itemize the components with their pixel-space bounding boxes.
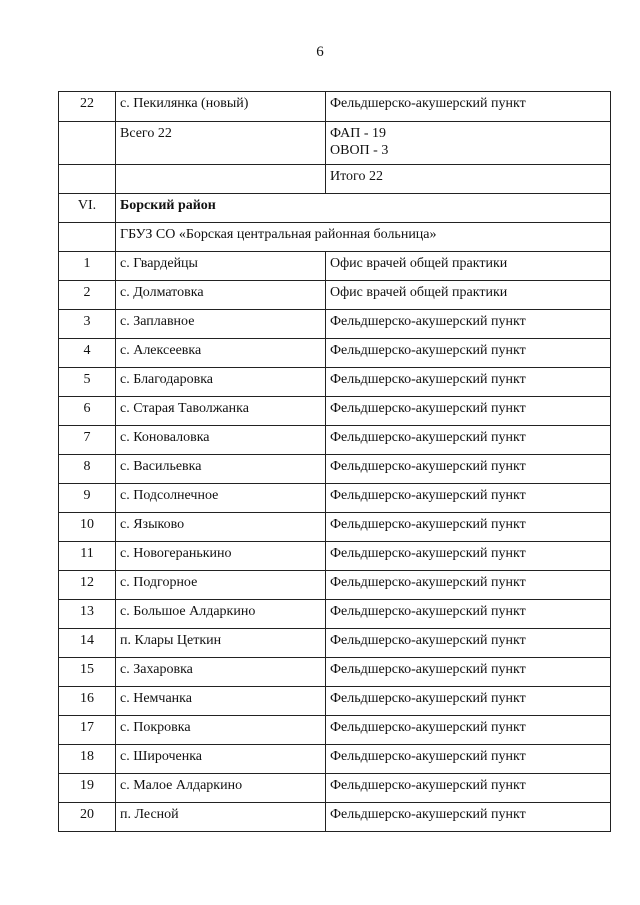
table-row — [59, 513, 611, 542]
table-row — [59, 571, 611, 600]
settlement-name: с. Большое Алдаркино — [116, 600, 326, 629]
empty-cell — [59, 223, 116, 252]
empty-cell — [59, 165, 116, 194]
table-row — [59, 687, 611, 716]
table-row — [59, 716, 611, 745]
facility-type: Офис врачей общей практики — [326, 281, 611, 310]
facility-type: Фельдшерско-акушерский пункт — [326, 513, 611, 542]
row-number: 7 — [59, 426, 116, 455]
settlement-name: с. Новогеранькино — [116, 542, 326, 571]
settlement-name: с. Языково — [116, 513, 326, 542]
table-body — [59, 92, 611, 832]
row-number: 18 — [59, 745, 116, 774]
fap-count: ФАП - 19 — [330, 126, 387, 141]
facility-type: Фельдшерско-акушерский пункт — [326, 310, 611, 339]
table-row — [59, 252, 611, 281]
settlement-name: п. Лесной — [116, 803, 326, 832]
district-number: VI. — [59, 194, 116, 223]
row-number: 22 — [59, 92, 116, 122]
row-number: 16 — [59, 687, 116, 716]
facility-type: Фельдшерско-акушерский пункт — [326, 542, 611, 571]
facility-type: Фельдшерско-акушерский пункт — [326, 687, 611, 716]
row-number: 15 — [59, 658, 116, 687]
settlement-name: с. Подсолнечное — [116, 484, 326, 513]
settlement-name: с. Пекилянка (новый) — [116, 92, 326, 122]
empty-cell — [59, 122, 116, 165]
facility-type: Фельдшерско-акушерский пункт — [326, 397, 611, 426]
table-row — [59, 542, 611, 571]
table-row — [59, 310, 611, 339]
settlement-name: с. Коноваловка — [116, 426, 326, 455]
row-number: 17 — [59, 716, 116, 745]
table-row — [59, 397, 611, 426]
district-name: Борский район — [116, 194, 611, 223]
empty-cell — [116, 165, 326, 194]
settlement-name: с. Васильевка — [116, 455, 326, 484]
row-number: 11 — [59, 542, 116, 571]
row-number: 12 — [59, 571, 116, 600]
table-row — [59, 281, 611, 310]
settlement-name: с. Немчанка — [116, 687, 326, 716]
facilities-table — [58, 91, 611, 832]
facility-type: Фельдшерско-акушерский пункт — [326, 774, 611, 803]
settlement-name: с. Захаровка — [116, 658, 326, 687]
table-row — [59, 368, 611, 397]
settlement-name: с. Старая Таволжанка — [116, 397, 326, 426]
facility-type: Фельдшерско-акушерский пункт — [326, 716, 611, 745]
row-number: 8 — [59, 455, 116, 484]
table-row — [59, 455, 611, 484]
facility-type: Фельдшерско-акушерский пункт — [326, 426, 611, 455]
settlement-name: с. Покровка — [116, 716, 326, 745]
itogo-label: Итого 22 — [326, 165, 611, 194]
table-row — [59, 658, 611, 687]
settlement-name: п. Клары Цеткин — [116, 629, 326, 658]
table-row — [59, 774, 611, 803]
total-breakdown — [326, 122, 611, 165]
ovop-count: ОВОП - 3 — [330, 143, 389, 158]
table-row — [59, 92, 611, 122]
row-number: 9 — [59, 484, 116, 513]
row-number: 20 — [59, 803, 116, 832]
facility-type: Офис врачей общей практики — [326, 252, 611, 281]
row-number: 13 — [59, 600, 116, 629]
facility-type: Фельдшерско-акушерский пункт — [326, 658, 611, 687]
table-row — [59, 484, 611, 513]
row-number: 14 — [59, 629, 116, 658]
settlement-name: с. Малое Алдаркино — [116, 774, 326, 803]
table-row — [59, 629, 611, 658]
facility-type: Фельдшерско-акушерский пункт — [326, 484, 611, 513]
settlement-name: с. Благодаровка — [116, 368, 326, 397]
facility-type: Фельдшерско-акушерский пункт — [326, 629, 611, 658]
institution-name: ГБУЗ СО «Борская центральная районная больница» — [116, 223, 611, 252]
settlement-name: с. Долматовка — [116, 281, 326, 310]
facility-type: Фельдшерско-акушерский пункт — [326, 745, 611, 774]
table-row — [59, 339, 611, 368]
settlement-name: с. Подгорное — [116, 571, 326, 600]
facility-type: Фельдшерско-акушерский пункт — [326, 455, 611, 484]
table-row — [59, 745, 611, 774]
total-label: Всего 22 — [116, 122, 326, 165]
facility-type: Фельдшерско-акушерский пункт — [326, 339, 611, 368]
row-number: 10 — [59, 513, 116, 542]
settlement-name: с. Гвардейцы — [116, 252, 326, 281]
row-number: 19 — [59, 774, 116, 803]
facility-type: Фельдшерско-акушерский пункт — [326, 600, 611, 629]
settlement-name: с. Алексеевка — [116, 339, 326, 368]
row-number: 2 — [59, 281, 116, 310]
page-number: 6 — [316, 44, 324, 60]
facility-type: Фельдшерско-акушерский пункт — [326, 368, 611, 397]
facility-type: Фельдшерско-акушерский пункт — [326, 571, 611, 600]
facility-type: Фельдшерско-акушерский пункт — [326, 803, 611, 832]
row-number: 5 — [59, 368, 116, 397]
total-row — [59, 122, 611, 165]
district-row — [59, 194, 611, 223]
facility-type: Фельдшерско-акушерский пункт — [326, 92, 611, 122]
row-number: 1 — [59, 252, 116, 281]
settlement-name: с. Заплавное — [116, 310, 326, 339]
row-number: 3 — [59, 310, 116, 339]
institution-row — [59, 223, 611, 252]
row-number: 4 — [59, 339, 116, 368]
itogo-row — [59, 165, 611, 194]
settlement-name: с. Широченка — [116, 745, 326, 774]
table-row — [59, 600, 611, 629]
row-number: 6 — [59, 397, 116, 426]
table-row — [59, 803, 611, 832]
table-row — [59, 426, 611, 455]
